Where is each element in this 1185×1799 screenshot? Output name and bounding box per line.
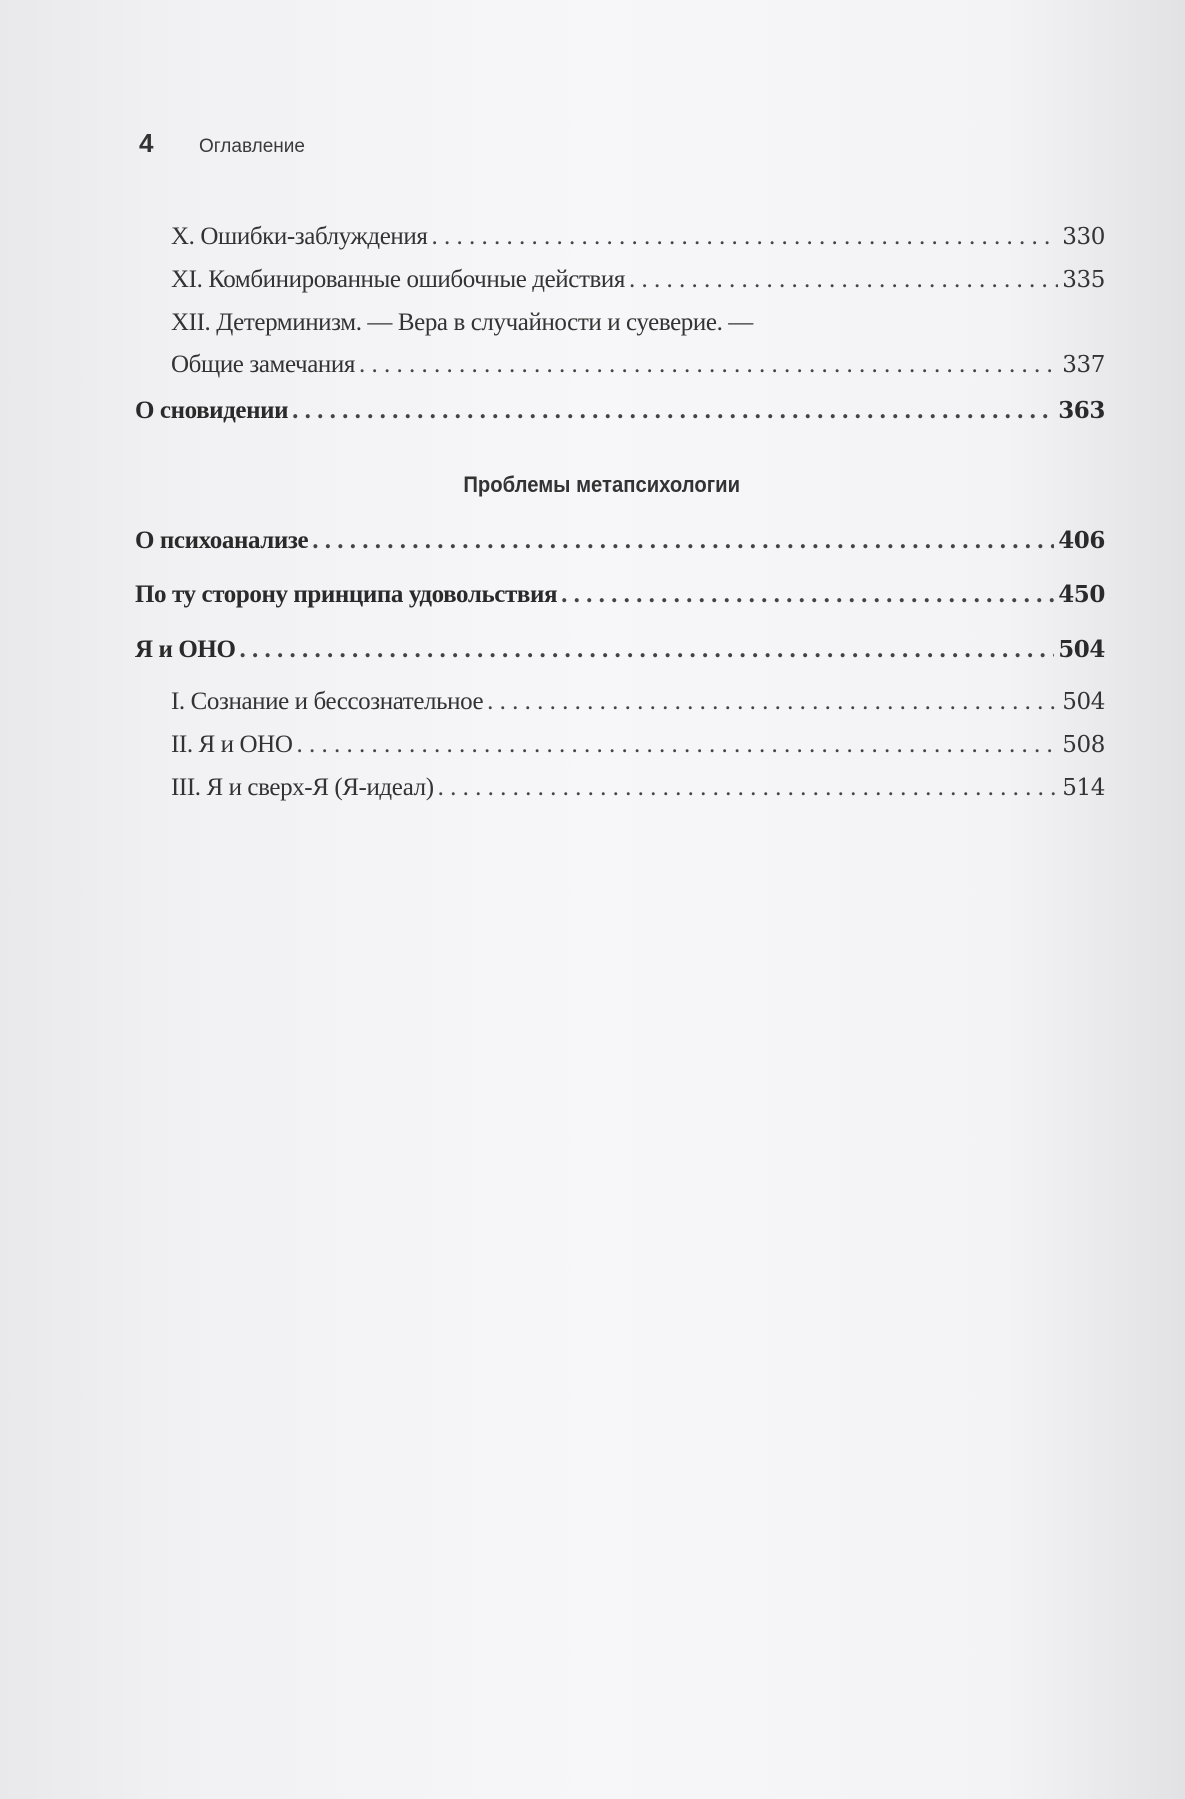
toc-entry-page: 450 xyxy=(1058,581,1105,608)
dot-leader xyxy=(312,527,1054,555)
toc-entry xyxy=(171,688,1105,716)
toc-entry-page: 508 xyxy=(1062,732,1105,758)
toc-entry-chapter xyxy=(135,581,1105,609)
dot-leader xyxy=(561,581,1054,609)
running-head xyxy=(139,128,305,159)
page-number: 4 xyxy=(139,128,154,158)
toc-entry-page: 335 xyxy=(1062,267,1105,293)
toc-entry-chapter xyxy=(135,527,1105,555)
toc-entry xyxy=(171,309,753,337)
toc-entry xyxy=(171,223,1105,251)
toc-entry-label: О психоанализе xyxy=(135,527,309,554)
dot-leader xyxy=(487,688,1058,716)
toc-entry xyxy=(171,731,1105,759)
toc-entry-label: О сновидении xyxy=(135,397,289,424)
toc-entry-page: 504 xyxy=(1062,689,1105,715)
toc-entry-label: По ту сторону принципа удовольствия xyxy=(135,581,558,608)
toc-entry-label: Я и ОНО xyxy=(135,636,236,663)
dot-leader xyxy=(296,731,1058,759)
toc-entry-page: 330 xyxy=(1062,224,1105,250)
dot-leader xyxy=(438,774,1059,802)
toc-entry-label: Общие замечания xyxy=(171,351,355,378)
toc-entry-chapter xyxy=(135,397,1105,425)
toc-entry-label: X. Ошибки-заблуждения xyxy=(171,223,428,250)
dot-leader xyxy=(629,266,1058,294)
toc-entry xyxy=(171,774,1105,802)
toc-entry-page: 504 xyxy=(1058,636,1105,663)
dot-leader xyxy=(292,397,1054,425)
section-heading: Проблемы метапсихологии xyxy=(463,472,741,497)
toc-entry-page: 363 xyxy=(1058,397,1105,424)
dot-leader xyxy=(240,636,1055,664)
toc-entry-label: XI. Комбинированные ошибочные действия xyxy=(171,266,625,293)
dot-leader xyxy=(431,223,1058,251)
toc-entry-page: 514 xyxy=(1062,775,1105,801)
toc-entry xyxy=(171,266,1105,294)
dot-leader xyxy=(359,351,1058,379)
toc-entry-chapter xyxy=(135,636,1105,664)
running-head-title: Оглавление xyxy=(199,136,305,157)
toc-entry-label: II. Я и ОНО xyxy=(171,731,293,758)
toc-entry-label: I. Сознание и бессознательное xyxy=(171,688,484,715)
toc-entry-page: 337 xyxy=(1062,352,1105,378)
toc-entry-label: XII. Детерминизм. — Вера в случайности и суеверие. — xyxy=(171,309,753,336)
toc-entry-page: 406 xyxy=(1058,527,1105,554)
toc-entry-continuation xyxy=(171,351,1105,379)
toc-entry-label: III. Я и сверх-Я (Я-идеал) xyxy=(171,774,434,801)
